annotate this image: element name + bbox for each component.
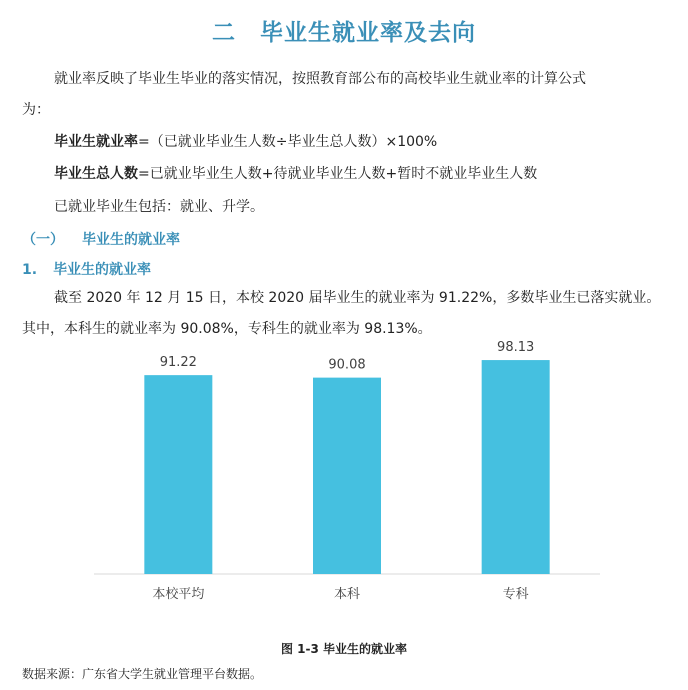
- bar-2: [313, 378, 381, 574]
- section-title: 二 毕业生就业率及去向: [212, 20, 476, 46]
- employed-includes-text: 已就业毕业生包括：就业、升学。: [54, 199, 264, 215]
- body-line-1: 截至 2020 年 12 月 15 日，本校 2020 届毕业生的就业率为 91.22%，多数毕业生已落实就业。: [54, 290, 661, 306]
- intro-line-2: 为：: [22, 102, 50, 118]
- bar-1: [144, 375, 212, 574]
- formula-employment-rate: [54, 131, 437, 153]
- source-note: 数据来源：广东省大学生就业管理平台数据。: [22, 667, 263, 681]
- figure-caption: 图 1-3 毕业生的就业率: [280, 642, 408, 656]
- bar-chart-svg: [0, 340, 688, 616]
- data-label: 98.13: [497, 340, 535, 356]
- x-tick-label: 本校平均: [152, 587, 205, 602]
- subsection-title: 毕业生的就业率: [82, 232, 180, 248]
- data-label: 90.08: [328, 357, 366, 373]
- formula-term: 毕业生就业率: [54, 134, 138, 150]
- body-line-2: 其中，本科生的就业率为 90.08%，专科生的就业率为 98.13%。: [22, 321, 432, 337]
- formula-expression: =（已就业毕业生人数÷毕业生总人数）×100%: [138, 134, 438, 150]
- x-tick-label: 专科: [502, 587, 529, 602]
- bar-3: [482, 360, 550, 574]
- item-number: 1.: [22, 262, 38, 278]
- subsection-heading: [22, 229, 180, 249]
- intro-line-1: 就业率反映了毕业生毕业的落实情况，按照教育部公布的高校毕业生就业率的计算公式: [54, 71, 586, 87]
- data-label: 91.22: [159, 355, 197, 371]
- employment-rate-chart: [0, 340, 688, 616]
- item-title: 毕业生的就业率: [53, 262, 152, 278]
- item-heading: [22, 259, 151, 279]
- subsection-marker: （一）: [22, 232, 64, 248]
- x-tick-label: 本科: [333, 587, 361, 602]
- formula-term: 毕业生总人数: [54, 166, 138, 182]
- formula-total-graduates: [54, 163, 537, 185]
- formula-expression: =已就业毕业生人数+待就业毕业生人数+暂时不就业毕业生人数: [138, 166, 538, 182]
